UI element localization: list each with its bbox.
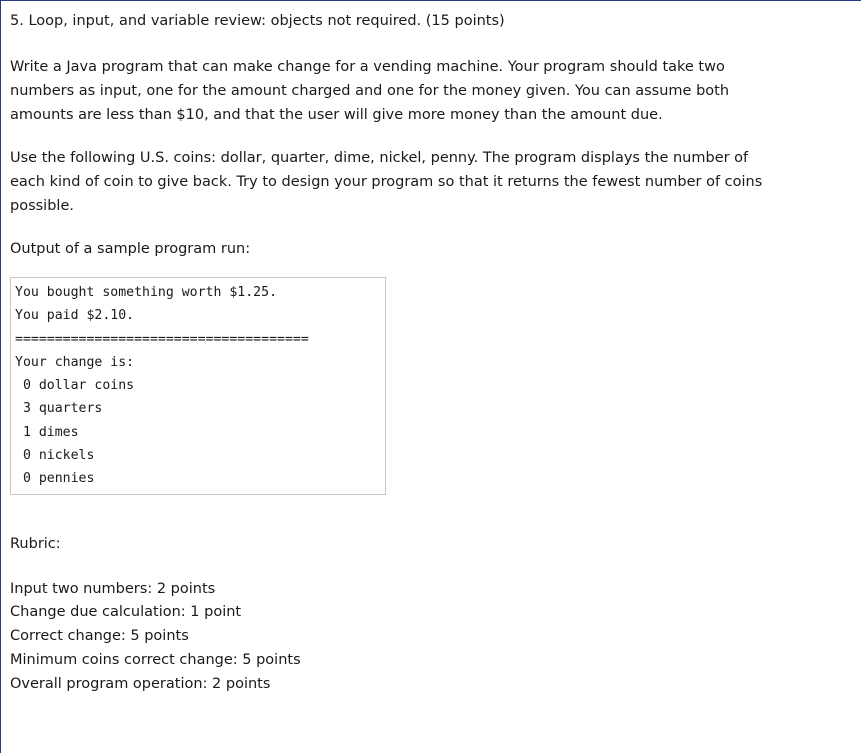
rubric-item: Change due calculation: 1 point xyxy=(10,604,242,621)
question-title: 5. Loop, input, and variable review: objects not required. (15 points) xyxy=(10,13,505,29)
paragraph-line: possible. xyxy=(10,198,74,214)
question-paragraph-1 xyxy=(10,55,857,127)
rubric-item: Overall program operation: 2 points xyxy=(10,675,271,692)
rubric-list xyxy=(10,578,857,697)
code-line: 0 pennies xyxy=(15,471,95,487)
code-line: 0 dollar coins xyxy=(15,378,135,394)
paragraph-line: numbers as input, one for the amount charged and one for the money given. You can assume both xyxy=(10,83,730,99)
sample-output-box xyxy=(10,277,386,495)
paragraph-line: Write a Java program that can make change for a vending machine. Your program should take two xyxy=(10,59,725,75)
code-line: You paid $2.10. xyxy=(15,308,135,324)
code-line: 0 nickels xyxy=(15,448,95,464)
rubric-label: Rubric: xyxy=(10,535,61,552)
rubric-item: Minimum coins correct change: 5 points xyxy=(10,652,301,669)
code-line: You bought something worth $1.25. xyxy=(15,285,278,300)
sample-output-label: Output of a sample program run: xyxy=(10,241,251,257)
question-paragraph-2 xyxy=(10,146,857,218)
code-line: 3 quarters xyxy=(15,401,103,417)
code-line: 1 dimes xyxy=(15,424,79,440)
rubric-item: Correct change: 5 points xyxy=(10,628,189,645)
code-line: Your change is: xyxy=(15,354,135,370)
paragraph-line: Use the following U.S. coins: dollar, quarter, dime, nickel, penny. The program displays the number of xyxy=(10,150,749,166)
paragraph-line: each kind of coin to give back. Try to design your program so that it returns the fewest number of coins xyxy=(10,174,763,190)
rubric-item: Input two numbers: 2 points xyxy=(10,580,216,597)
code-separator: ===================================== xyxy=(15,331,309,347)
paragraph-line: amounts are less than $10, and that the user will give more money than the amount due. xyxy=(10,107,663,123)
